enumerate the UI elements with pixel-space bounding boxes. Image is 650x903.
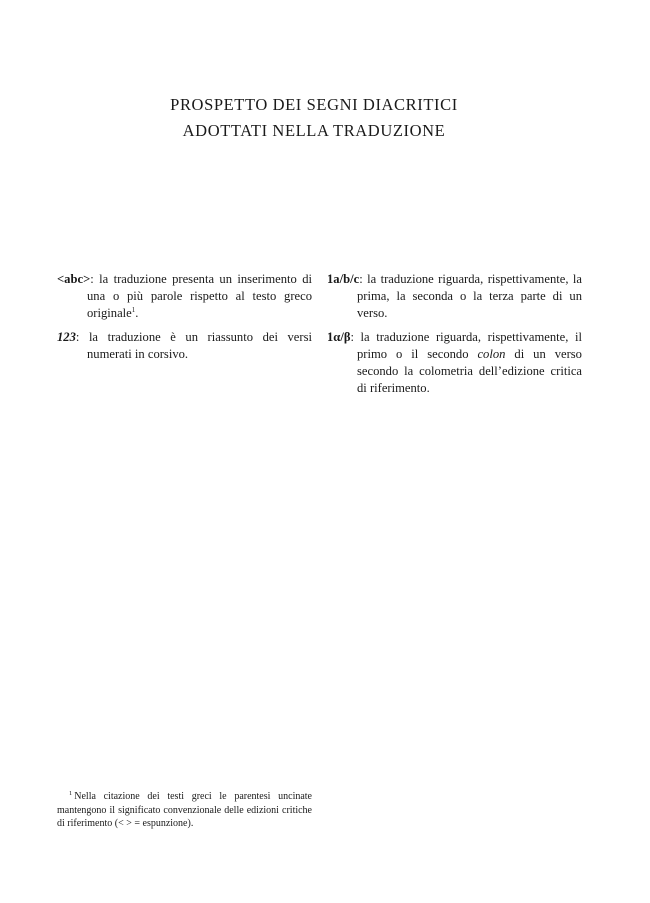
footnote-number: 1 <box>69 790 73 797</box>
entry-colon-text-after: di un verso secondo la colometria dell’edizione critica di riferimento. <box>357 347 582 395</box>
title-line-2: ADOTTATI NELLA TRADUZIONE <box>182 121 446 140</box>
symbol-italic-numbers: 123 <box>57 330 76 344</box>
entry-verse-part-text: : la traduzione riguarda, rispettivamente, la prima, la seconda o la terza parte di un verso. <box>357 272 582 320</box>
title-line-1: PROSPETTO DEI SEGNI DIACRITICI <box>170 95 458 114</box>
page-title <box>0 92 628 144</box>
entry-summary <box>57 329 312 363</box>
right-column <box>327 271 582 404</box>
entry-insertion-end: . <box>135 306 139 320</box>
entry-insertion-text: : la traduzione presenta un inserimento di una o più parole rispetto al testo greco originale <box>87 272 312 320</box>
footnote-text: Nella citazione dei testi greci le parentesi uncinate mantengono il significato convenzionale delle edizioni critiche di riferimento (< > = espunzione). <box>57 791 312 829</box>
symbol-latin-letters: 1a/b/c <box>327 272 360 286</box>
entry-colon-italic-word: colon <box>477 347 506 361</box>
entry-verse-part <box>327 271 582 322</box>
symbol-greek-letters: 1α/β <box>327 330 351 344</box>
symbol-angle-brackets: <abc> <box>57 272 91 286</box>
left-column <box>57 271 312 370</box>
entry-summary-text: : la traduzione è un riassunto dei versi numerati in corsivo. <box>75 330 312 361</box>
entry-colon <box>327 329 582 397</box>
footnote-reference: 1 <box>131 306 136 314</box>
entry-insertion <box>57 271 312 322</box>
footnote <box>57 790 312 831</box>
entry-colon-text-before: : la traduzione riguarda, rispettivamente, il primo o il secondo <box>350 330 582 361</box>
